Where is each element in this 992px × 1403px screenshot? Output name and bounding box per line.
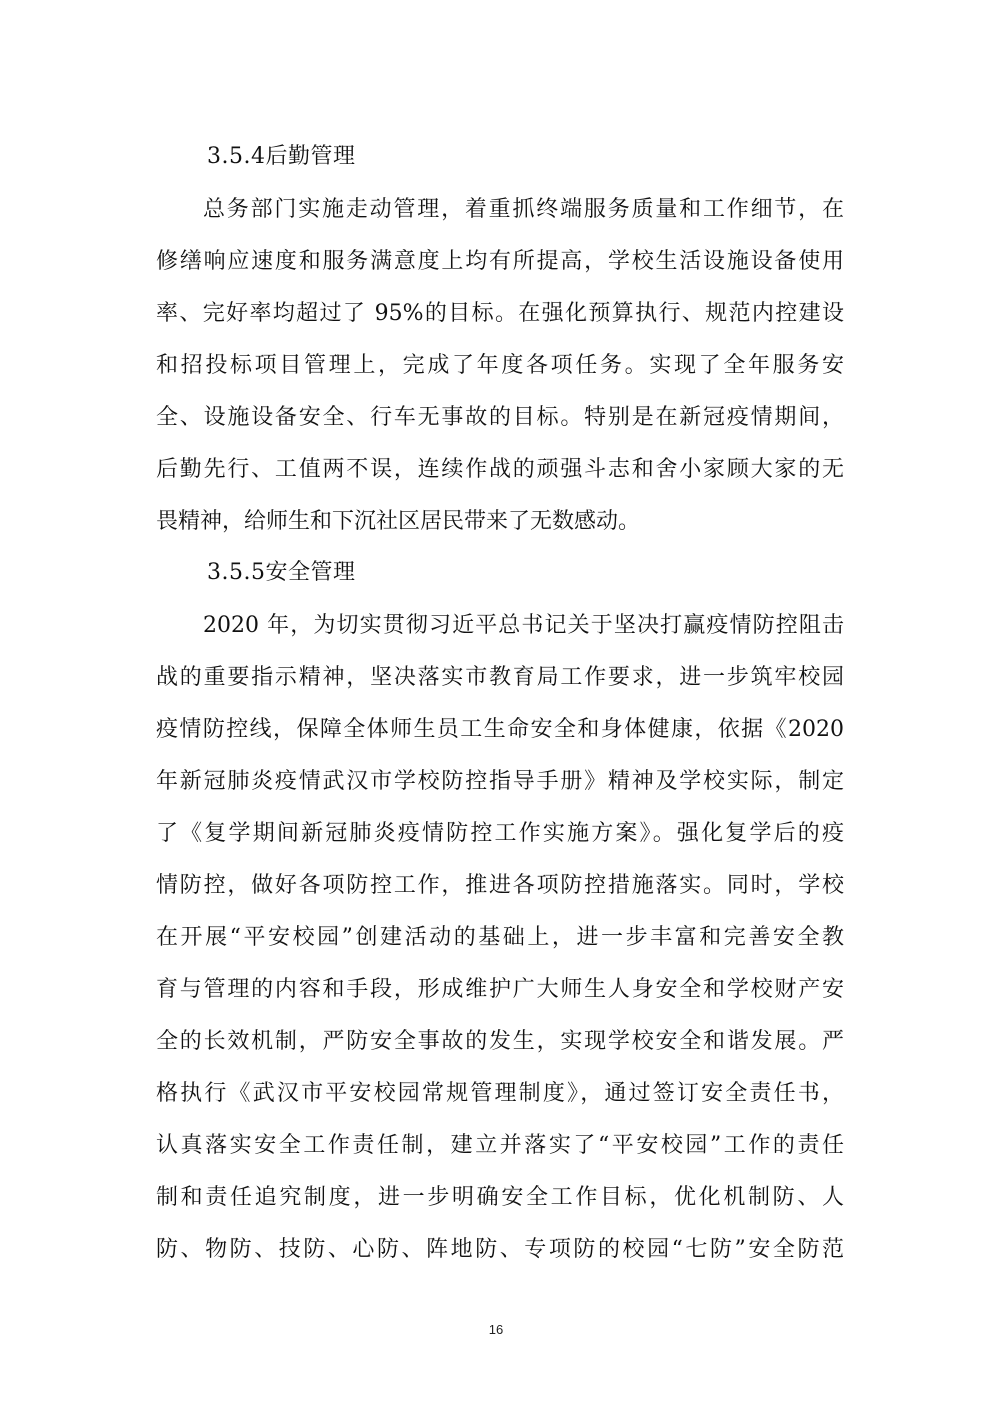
section-heading-logistics: 3.5.4后勤管理 [207,144,356,169]
paragraph-line: 修缮响应速度和服务满意度上均有所提高，学校生活设施设备使用 [156,249,844,274]
paragraph-line: 后勤先行、工值两不误，连续作战的顽强斗志和舍小家顾大家的无 [156,457,844,482]
paragraph-line: 全的长效机制，严防安全事故的发生，实现学校安全和谐发展。严 [156,1029,844,1054]
paragraph-line: 畏精神，给师生和下沉社区居民带来了无数感动。 [156,509,641,534]
paragraph-line: 疫情防控线，保障全体师生员工生命安全和身体健康，依据《2020 [156,717,844,742]
paragraph-line: 了《复学期间新冠肺炎疫情防控工作实施方案》。强化复学后的疫 [156,821,844,846]
paragraph-line: 总务部门实施走动管理，着重抓终端服务质量和工作细节，在 [203,197,844,222]
paragraph-line: 格执行《武汉市平安校园常规管理制度》，通过签订安全责任书， [156,1081,844,1106]
paragraph-line: 战的重要指示精神，坚决落实市教育局工作要求，进一步筑牢校园 [156,665,844,690]
paragraph-line: 制和责任追究制度，进一步明确安全工作目标，优化机制防、人 [156,1185,844,1210]
section-heading-safety: 3.5.5安全管理 [207,560,356,585]
paragraph-line: 防、物防、技防、心防、阵地防、专项防的校园“七防”安全防范 [156,1237,844,1262]
paragraph-line: 和招投标项目管理上，完成了年度各项任务。实现了全年服务安 [156,353,844,378]
paragraph-line: 全、设施设备安全、行车无事故的目标。特别是在新冠疫情期间， [156,405,844,430]
paragraph-line: 情防控，做好各项防控工作，推进各项防控措施落实。同时，学校 [156,873,844,898]
paragraph-line: 认真落实安全工作责任制，建立并落实了“平安校园”工作的责任 [156,1133,844,1158]
paragraph-line: 率、完好率均超过了 95%的目标。在强化预算执行、规范内控建设 [156,301,844,326]
paragraph-line: 在开展“平安校园”创建活动的基础上，进一步丰富和完善安全教 [156,925,844,950]
paragraph-line: 育与管理的内容和手段，形成维护广大师生人身安全和学校财产安 [156,977,844,1002]
paragraph-line: 年新冠肺炎疫情武汉市学校防控指导手册》精神及学校实际，制定 [156,769,844,794]
page-number: 16 [488,1322,504,1337]
paragraph-line: 2020 年，为切实贯彻习近平总书记关于坚决打赢疫情防控阻击 [203,613,844,638]
